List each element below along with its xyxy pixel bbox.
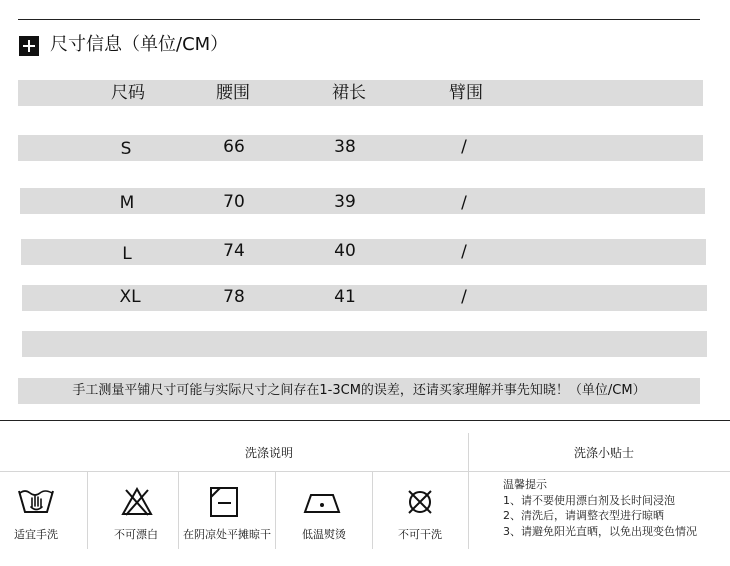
plus-square-icon [19, 36, 39, 56]
no-bleach-icon [121, 487, 153, 517]
no-bleach-label: 不可漂白 [114, 528, 158, 541]
row-length: 41 [334, 287, 356, 307]
top-divider [18, 19, 700, 20]
wash-instructions-title: 洗涤说明 [244, 446, 293, 460]
measurement-note: 手工测量平铺尺寸可能与实际尺寸之间存在1-3CM的误差，还请买家理解并事先知晓！（单位/CM） [18, 378, 700, 404]
section-divider [0, 420, 730, 421]
tip-item: 1、请不要使用漂白剂及长时间浸泡 [503, 493, 675, 507]
row-waist: 70 [223, 192, 245, 212]
row-size-s: S [120, 139, 132, 159]
low-iron-label: 低温熨烫 [302, 528, 346, 541]
tips-heading: 温馨提示 [503, 478, 547, 491]
header-length: 裙长 [332, 83, 366, 103]
header-waist: 腰围 [216, 83, 250, 103]
row-waist: 66 [223, 137, 245, 157]
flat-dry-shade-label: 在阴凉处平摊晾干 [183, 528, 271, 541]
row-size-l: L [122, 244, 132, 264]
row-length: 38 [334, 137, 356, 157]
tip-item: 3、请避免阳光直晒，以免出现变色情况 [503, 524, 697, 538]
row-waist: 74 [223, 241, 245, 261]
header-arm: 臂围 [449, 83, 483, 103]
no-dry-clean-icon [405, 487, 435, 517]
row-arm: / [461, 242, 467, 262]
care-section [0, 433, 730, 549]
wash-tips-title: 洗涤小贴士 [573, 446, 634, 460]
no-dry-clean-label: 不可干洗 [398, 528, 442, 541]
row-length: 39 [334, 192, 356, 212]
header-size: 尺码 [111, 83, 145, 103]
row-arm: / [461, 193, 467, 213]
section-title: 尺寸信息（单位/CM） [50, 34, 229, 55]
tip-item: 2、清洗后，请调整衣型进行晾晒 [503, 509, 664, 522]
empty-row [22, 331, 707, 357]
row-size-xl: XL [119, 287, 141, 307]
hand-wash-label: 适宜手洗 [14, 528, 58, 541]
row-arm: / [461, 287, 467, 307]
low-iron-icon [303, 491, 341, 515]
tips-list [503, 477, 697, 539]
row-arm: / [461, 137, 467, 157]
row-waist: 78 [223, 287, 245, 307]
row-length: 40 [334, 241, 356, 261]
row-size-m: M [119, 193, 135, 213]
flat-dry-shade-icon [210, 487, 238, 517]
hand-wash-icon [17, 485, 55, 515]
